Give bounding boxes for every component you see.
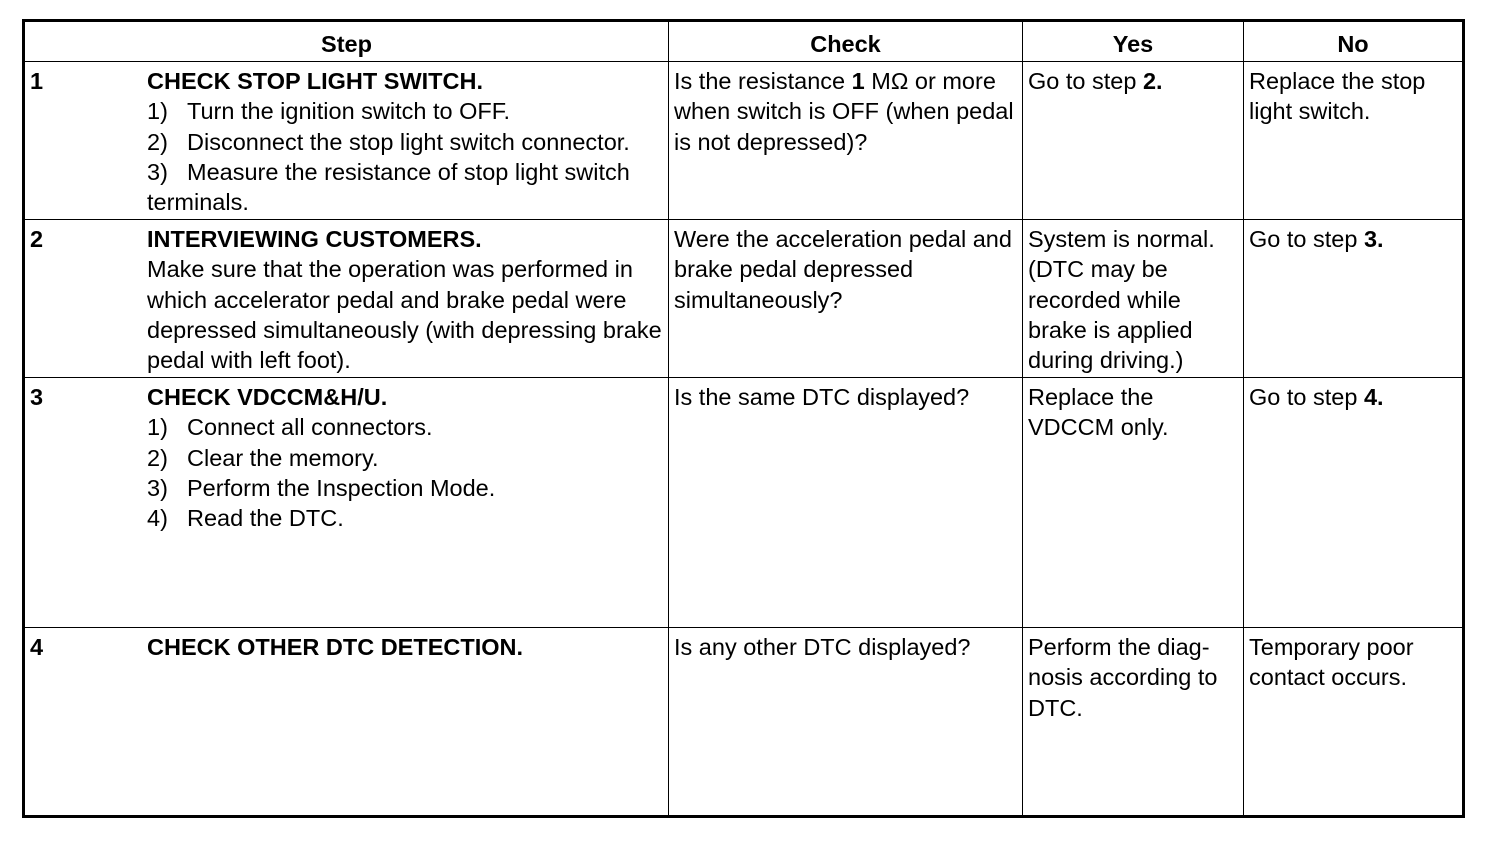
step-number: 2 [30,226,44,252]
check-cell: Is the resistance 1 MΩ or more when switch is OFF (when pedal is not depressed)? [674,68,1014,155]
step-item: 3) Measure the resistance of stop light switch terminals. [147,158,630,216]
step-item: 2) Disconnect the stop light switch connector. [147,128,630,155]
step-content [147,632,665,662]
step-number: 1 [30,68,44,94]
step-description: Make sure that the operation was performed in which accelerator pedal and brake pedal were depressed simultaneously (with depressing brake pedal with left foot). [147,256,662,374]
step-title: CHECK VDCCM&H/U. [147,384,388,410]
column-divider [668,22,669,815]
no-cell: Temporary poor contact occurs. [1249,634,1414,691]
step-content [147,66,665,217]
step-number: 4 [30,634,44,660]
row-divider [25,61,1462,62]
check-cell: Were the acceleration pedal and brake pedal depressed simultaneously? [674,226,1012,313]
no-cell: Go to step 3. [1249,226,1384,252]
step-title: INTERVIEWING CUSTOMERS. [147,226,482,252]
header-step: Step [321,31,372,57]
diagnostic-table [22,19,1465,818]
yes-cell: Replace the VDCCM only. [1028,384,1169,441]
no-cell: Go to step 4. [1249,384,1384,410]
check-cell: Is the same DTC displayed? [674,384,970,410]
step-content [147,224,665,375]
step-number: 3 [30,384,44,410]
header-no: No [1337,31,1369,57]
step-item: 3) Perform the Inspection Mode. [147,474,496,501]
row-divider [25,219,1462,220]
step-item: 1) Connect all connectors. [147,414,433,441]
step-item: 1) Turn the ignition switch to OFF. [147,98,511,125]
no-cell: Replace the stop light switch. [1249,68,1426,125]
header-yes: Yes [1112,31,1154,57]
yes-cell: Go to step 2. [1028,68,1163,94]
step-item: 4) Read the DTC. [147,505,344,532]
column-divider [1022,22,1023,815]
row-divider [25,377,1462,378]
header-check: Check [810,31,881,57]
row-divider [25,627,1462,628]
yes-cell: System is normal. (DTC may be recorded while brake is applied during driving.) [1028,226,1215,374]
step-title: CHECK OTHER DTC DETECTION. [147,634,523,660]
step-content [147,382,665,533]
step-item: 2) Clear the memory. [147,444,379,471]
check-cell: Is any other DTC displayed? [674,634,971,660]
yes-cell: Perform the diag-nosis according to DTC. [1028,634,1218,721]
step-title: CHECK STOP LIGHT SWITCH. [147,68,483,94]
column-divider [1243,22,1244,815]
